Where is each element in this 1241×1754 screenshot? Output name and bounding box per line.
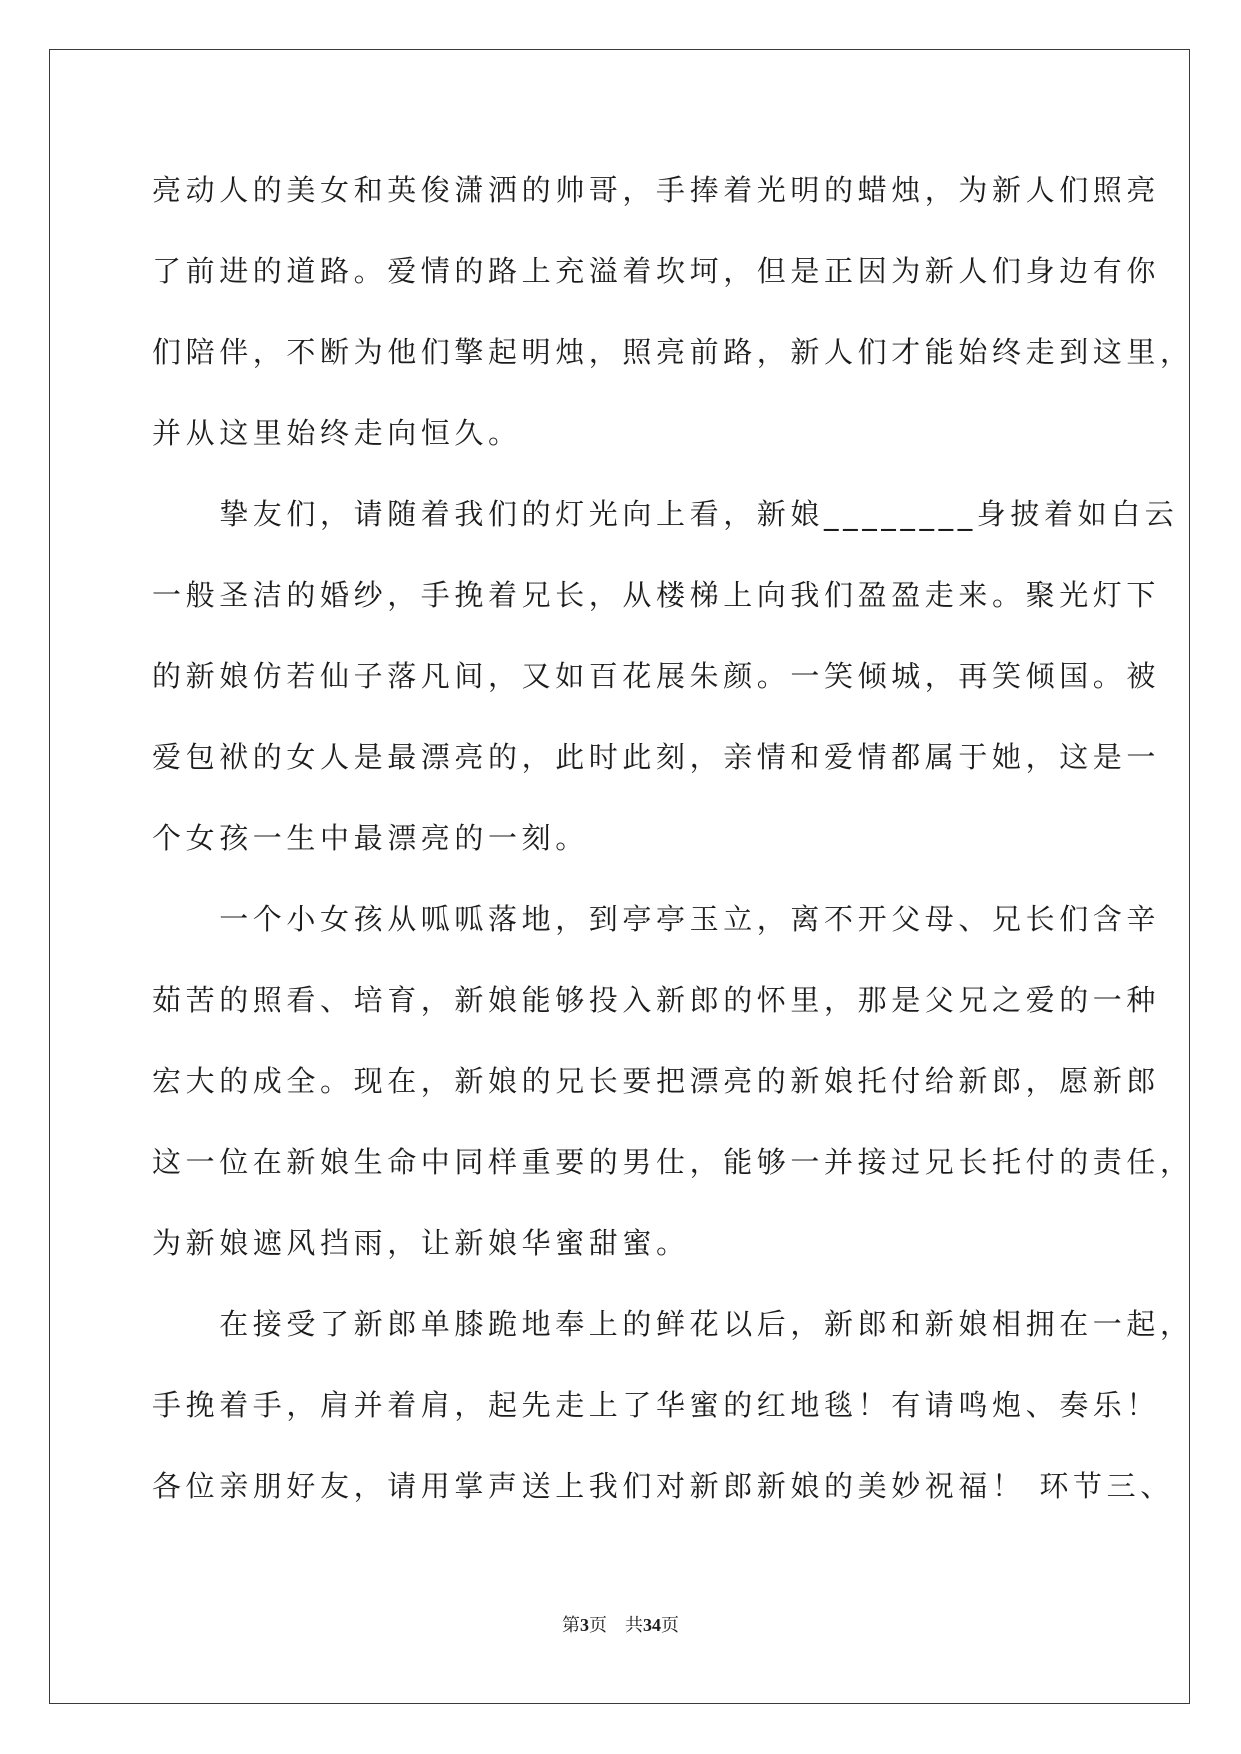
total-prefix: 共 — [625, 1615, 643, 1635]
total-suffix: 页 — [661, 1615, 679, 1635]
text-line: 为新娘遮风挡雨，让新娘华蜜甜蜜。 — [152, 1226, 690, 1260]
text-line: 个女孩一生中最漂亮的一刻。 — [152, 821, 589, 855]
text-line: 手挽着手，肩并着肩，起先走上了华蜜的红地毯！有请鸣炮、奏乐！ — [152, 1388, 1161, 1422]
page-footer — [0, 1613, 1241, 1637]
text-line: 并从这里始终走向恒久。 — [152, 416, 522, 450]
page-border — [49, 49, 1190, 1704]
text-line: 这一位在新娘生命中同样重要的男仕，能够一并接过兄长托付的责任， — [152, 1145, 1194, 1179]
text-line: 们陪伴，不断为他们擎起明烛，照亮前路，新人们才能始终走到这里， — [152, 335, 1194, 369]
text-line: 了前进的道路。爱情的路上充溢着坎坷，但是正因为新人们身边有你 — [152, 254, 1161, 288]
text-line: 爱包袱的女人是最漂亮的，此时此刻，亲情和爱情都属于她，这是一 — [152, 740, 1161, 774]
text-line: 一般圣洁的婚纱，手挽着兄长，从楼梯上向我们盈盈走来。聚光灯下 — [152, 578, 1161, 612]
total-pages: 34 — [643, 1615, 661, 1635]
text-line: 宏大的成全。现在，新娘的兄长要把漂亮的新娘托付给新郎，愿新郎 — [152, 1064, 1161, 1098]
text-line: 亮动人的美女和英俊潇洒的帅哥，手捧着光明的蜡烛，为新人们照亮 — [152, 173, 1161, 207]
page-number: 3 — [580, 1615, 589, 1635]
page-suffix: 页 — [589, 1615, 607, 1635]
text-line: 茹苦的照看、培育，新娘能够投入新郎的怀里，那是父兄之爱的一种 — [152, 983, 1161, 1017]
page-prefix: 第 — [562, 1615, 580, 1635]
text-line: 各位亲朋好友，请用掌声送上我们对新郎新娘的美妙祝福！ 环节三、 — [152, 1469, 1174, 1503]
paragraph-start-line: 一个小女孩从呱呱落地，到亭亭玉立，离不开父母、兄长们含辛 — [152, 902, 1161, 936]
text-line: 的新娘仿若仙子落凡间，又如百花展朱颜。一笑倾城，再笑倾国。被 — [152, 659, 1161, 693]
paragraph-start-line: 挚友们，请随着我们的灯光向上看，新娘________身披着如白云 — [152, 497, 1179, 531]
paragraph-start-line: 在接受了新郎单膝跪地奉上的鲜花以后，新郎和新娘相拥在一起， — [152, 1307, 1194, 1341]
